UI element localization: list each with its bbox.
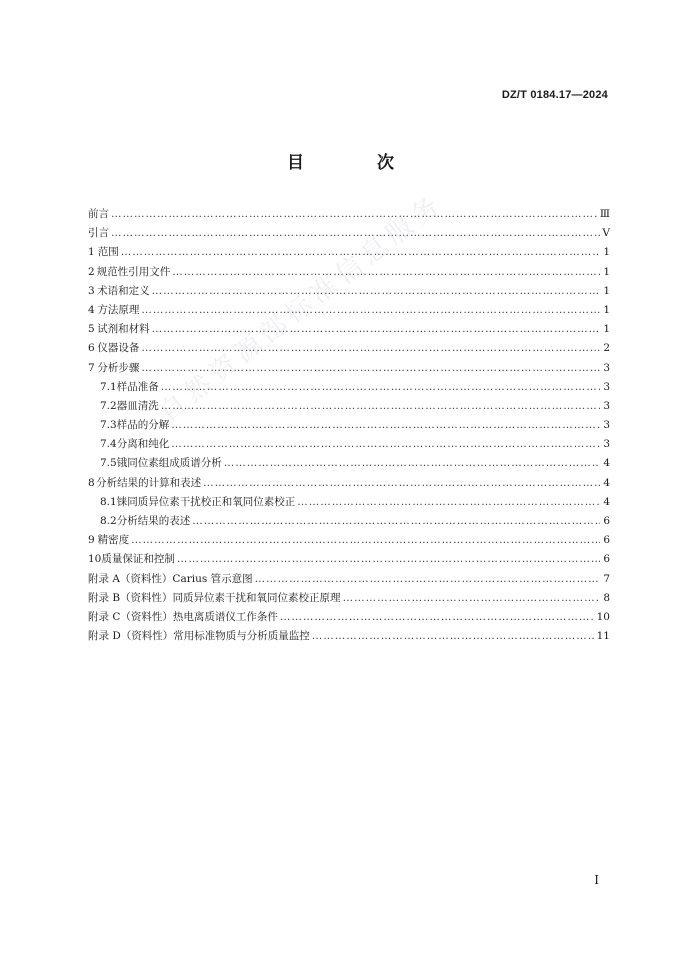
toc-entry-page: 10: [596, 610, 610, 623]
toc-entry-text: 分离和纯化: [116, 438, 170, 451]
toc-entry-8-1[interactable]: [88, 493, 610, 512]
toc-entry-page: 8: [603, 591, 610, 604]
toc-entry-text: 样品的分解: [116, 419, 170, 432]
toc-entry-number: 3: [88, 284, 95, 297]
toc-entry-foreword[interactable]: [88, 205, 610, 224]
toc-entry-page: 1: [603, 246, 610, 259]
toc-entry-page: 4: [603, 457, 610, 470]
toc-entry-number: 7.1: [100, 380, 117, 393]
toc-entry-number: 2: [88, 265, 95, 278]
toc-entry-8[interactable]: [88, 474, 610, 493]
toc-entry-number: 7.5: [100, 457, 117, 470]
leader-dots: [171, 416, 600, 435]
toc-entry-page: 6: [603, 515, 610, 527]
page-number: I: [594, 873, 599, 887]
toc-entry-text: 铼同质异位素干扰校正和氧同位素校正: [116, 495, 296, 508]
toc-entry-text: 常用标准物质与分析质量监控: [173, 630, 310, 643]
toc-entry-7-2[interactable]: [88, 397, 610, 416]
toc-entry-page: 3: [603, 361, 610, 374]
toc-entry-number: 9: [88, 534, 95, 547]
leader-dots: [111, 224, 600, 243]
leader-dots: [121, 243, 600, 262]
toc-entry-text: 前言: [88, 208, 109, 220]
toc-entry-number: 7.4: [100, 438, 117, 451]
toc-entry-page: 3: [603, 380, 610, 393]
leader-dots: [343, 589, 600, 608]
toc-entry-2[interactable]: [88, 263, 610, 282]
toc-entry-4[interactable]: [88, 301, 610, 320]
leader-dots: [172, 263, 600, 282]
toc-entry-text: 样品准备: [116, 380, 159, 393]
leader-dots: [177, 550, 600, 569]
toc-entry-number: 7.3: [100, 419, 117, 432]
leader-dots: [152, 320, 600, 339]
toc-entry-text: 分析结果的表述: [116, 515, 191, 527]
toc-entry-7-4[interactable]: [88, 435, 610, 454]
appendix-label: 附录 A（资料性）: [88, 572, 173, 585]
toc-entry-number: 7: [88, 361, 95, 374]
toc-entry-3[interactable]: [88, 282, 610, 301]
toc-entry-5[interactable]: [88, 320, 610, 339]
toc-entry-page: Ⅴ: [602, 227, 610, 240]
watermark: 自然资源部标准信息服务: [153, 188, 450, 429]
leader-dots: [141, 359, 600, 378]
leader-dots: [141, 301, 600, 320]
toc-entry-page: Ⅲ: [599, 208, 610, 220]
toc-entry-appendix-d[interactable]: [88, 627, 610, 646]
toc-entry-text: 精密度: [97, 534, 130, 547]
toc-entry-text: 同质异位素干扰和氧同位素校正原理: [172, 591, 341, 604]
toc-entry-appendix-c[interactable]: [88, 608, 610, 627]
toc-entry-text: 分析结果的计算和表述: [96, 476, 202, 489]
leader-dots: [171, 435, 600, 454]
toc-entry-8-2[interactable]: [88, 512, 610, 531]
toc-entry-page: 3: [603, 419, 610, 432]
leader-dots: [255, 570, 600, 589]
toc-entry-page: 11: [596, 630, 610, 643]
toc-entry-text: 热电离质谱仪工作条件: [172, 610, 278, 623]
toc-entry-text: 试剂和材料: [97, 323, 150, 336]
toc-entry-7-1[interactable]: [88, 378, 610, 397]
toc-entry-page: 2: [603, 342, 610, 355]
toc-entry-number: 4: [88, 303, 95, 316]
toc-entry-page: 1: [603, 303, 610, 316]
leader-dots: [312, 627, 595, 646]
toc-entry-number: 6: [88, 342, 95, 355]
appendix-label: 附录 C（资料性）: [88, 610, 173, 623]
page-title: 目 次: [287, 153, 422, 173]
toc-entry-7-3[interactable]: [88, 416, 610, 435]
toc-entry-7-5[interactable]: [88, 454, 610, 473]
toc-entry-page: 4: [603, 476, 610, 489]
toc-entry-7[interactable]: [88, 359, 610, 378]
toc-entry-page: 1: [603, 284, 610, 297]
toc-entry-9[interactable]: [88, 531, 610, 550]
leader-dots: [203, 474, 600, 493]
toc-entry-number: 8.1: [100, 495, 117, 508]
toc-entry-1[interactable]: [88, 243, 610, 262]
toc-entry-page: 7: [603, 572, 610, 585]
toc-entry-10[interactable]: [88, 550, 610, 569]
toc-entry-6[interactable]: [88, 339, 610, 358]
toc-entry-text: 分析步骤: [97, 361, 140, 374]
leader-dots: [161, 378, 600, 397]
toc-entry-page: 1: [603, 265, 610, 278]
toc-entry-appendix-b[interactable]: [88, 589, 610, 608]
toc-entry-appendix-a[interactable]: [88, 570, 610, 589]
toc-entry-page: 6: [603, 553, 610, 566]
toc-entry-number: 1: [88, 246, 95, 259]
toc-entry-text: Carius 管示意图: [172, 572, 253, 585]
leader-dots: [141, 339, 600, 358]
toc-entry-text: 引言: [88, 227, 109, 240]
leader-dots: [280, 608, 595, 627]
toc-entry-page: 4: [603, 495, 610, 508]
toc-entry-text: 仪器设备: [97, 342, 140, 355]
leader-dots: [192, 512, 600, 531]
leader-dots: [224, 454, 600, 473]
toc-entry-text: 质量保证和控制: [101, 553, 175, 566]
toc-entry-number: 8: [88, 476, 95, 489]
toc-entry-page: 6: [603, 534, 610, 547]
toc-entry-number: 7.2: [100, 399, 117, 412]
appendix-label: 附录 D（资料性）: [88, 630, 174, 643]
toc-entry-text: 器皿清洗: [116, 399, 159, 412]
leader-dots: [131, 531, 600, 550]
leader-dots: [161, 397, 600, 416]
toc-entry-text: 方法原理: [97, 303, 140, 316]
toc-entry-number: 8.2: [100, 515, 117, 527]
leader-dots: [152, 282, 600, 301]
toc-entry-page: 3: [603, 438, 610, 451]
toc-entry-text: 规范性引用文件: [96, 265, 171, 278]
toc-entry-text: 范围: [97, 246, 119, 259]
appendix-label: 附录 B（资料性）: [88, 591, 173, 604]
table-of-contents: [88, 205, 610, 646]
leader-dots: [111, 205, 598, 224]
leader-dots: [297, 493, 600, 512]
toc-entry-introduction[interactable]: [88, 224, 610, 243]
toc-entry-page: 3: [603, 399, 610, 412]
toc-entry-number: 5: [88, 323, 95, 336]
toc-entry-text: 术语和定义: [97, 284, 150, 297]
toc-entry-text: 锇同位素组成质谱分析: [116, 457, 222, 470]
toc-entry-page: 1: [603, 323, 610, 336]
standard-code: DZ/T 0184.17—2024: [501, 89, 608, 101]
toc-entry-number: 10: [88, 553, 102, 566]
